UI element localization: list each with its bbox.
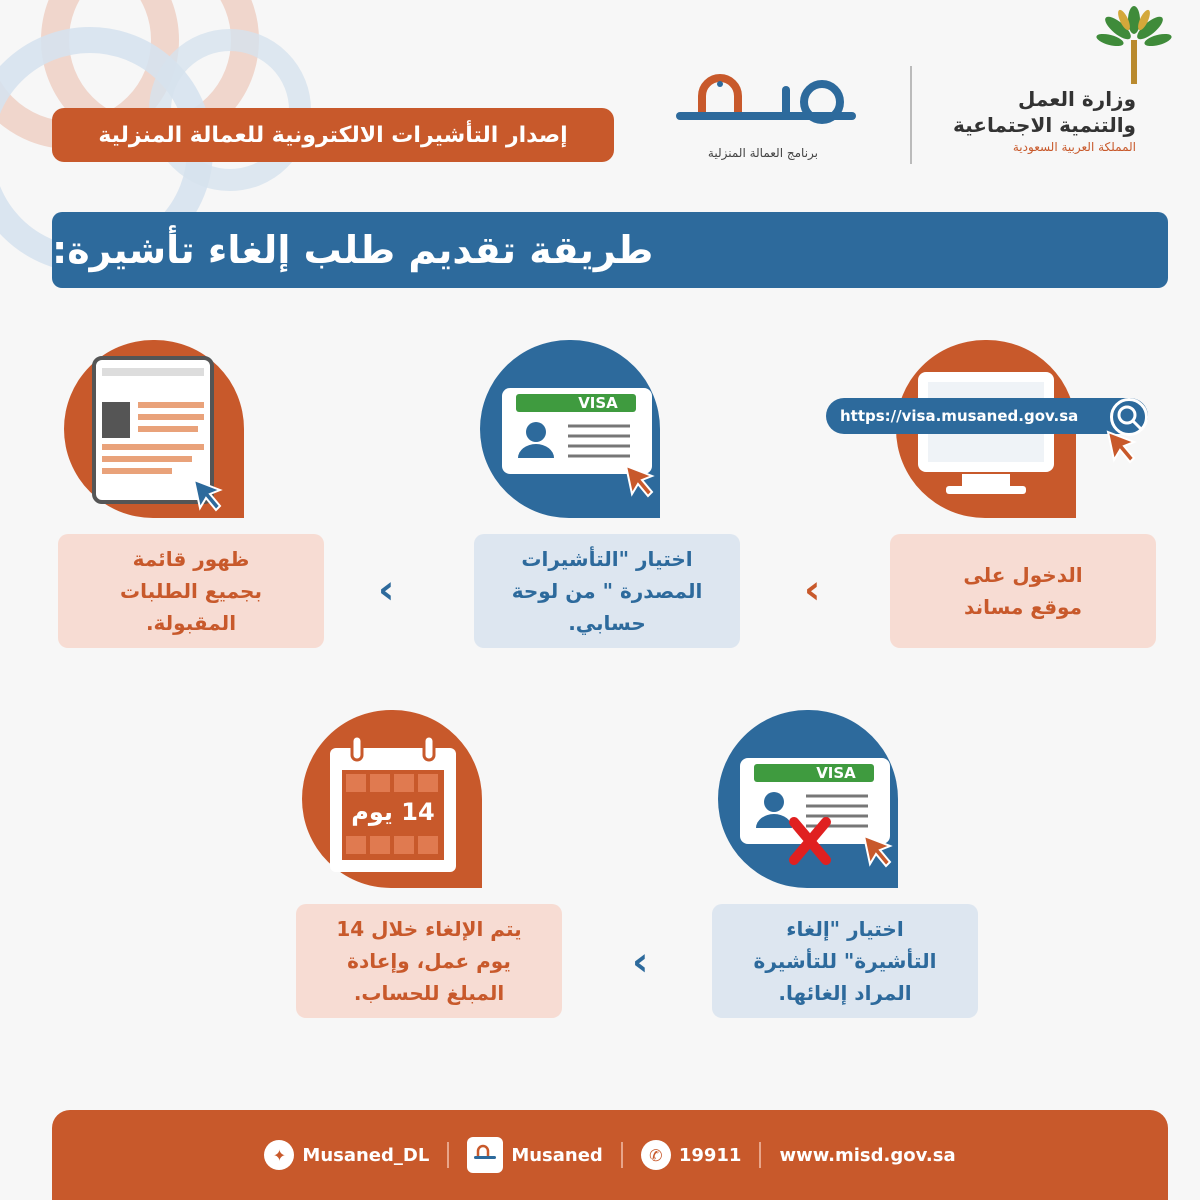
tablet-list-icon — [64, 340, 244, 518]
app-text: Musaned — [511, 1144, 603, 1166]
step3-text — [58, 534, 324, 648]
twitter-icon: ✦ — [264, 1140, 294, 1170]
chevron-left-icon: ‹ — [378, 567, 395, 613]
chevron-left-icon: ‹ — [632, 939, 649, 985]
step5-tile — [302, 710, 482, 888]
musaned-app-icon — [467, 1137, 503, 1173]
step2-line1: اختيار "التأشيرات — [521, 547, 693, 571]
step4-line3: المراد إلغائها. — [778, 981, 912, 1005]
visa-card-icon — [480, 340, 660, 518]
step2-line2: المصدرة " من لوحة — [511, 579, 703, 603]
footer-separator — [447, 1142, 449, 1168]
phone-text: 19911 — [678, 1144, 742, 1166]
logo-subtitle: برنامج العمالة المنزلية — [707, 146, 818, 160]
twitter-handle[interactable] — [264, 1140, 429, 1170]
step4-line2: التأشيرة" للتأشيرة — [753, 949, 937, 973]
step4-text — [712, 904, 978, 1018]
visa-cancel-icon — [718, 710, 898, 888]
step5-line2: يوم عمل، وإعادة — [347, 949, 511, 973]
step3-line1: ظهور قائمة — [132, 547, 250, 571]
step1-line2: موقع مساند — [964, 595, 1082, 619]
step3-tile — [64, 340, 244, 518]
step2-text — [474, 534, 740, 648]
footer-separator — [621, 1142, 623, 1168]
step2-tile — [480, 340, 660, 518]
visa-label: VISA — [816, 764, 856, 782]
url-text: https://visa.musaned.gov.sa — [840, 407, 1079, 425]
step1-line1: الدخول على — [963, 563, 1083, 587]
step3-line3: المقبولة. — [145, 611, 237, 635]
chevron-left-icon: ‹ — [804, 567, 821, 613]
footer-separator — [759, 1142, 761, 1168]
step5-line1: يتم الإلغاء خلال 14 — [336, 917, 522, 941]
phone-number[interactable] — [641, 1140, 742, 1170]
header-divider — [910, 66, 912, 164]
ministry-line2: والتنمية الاجتماعية — [953, 113, 1136, 137]
header-banner: إصدار التأشيرات الالكترونية للعمالة المنزلية — [52, 108, 614, 162]
calendar-text: 14 يوم — [351, 798, 435, 826]
page-title: طريقة تقديم طلب إلغاء تأشيرة: — [52, 212, 1168, 288]
step5-text — [296, 904, 562, 1018]
step2-line3: حسابي. — [568, 611, 646, 635]
footer — [52, 1110, 1168, 1200]
cursor-icon — [1106, 430, 1140, 468]
visa-label: VISA — [578, 394, 618, 412]
step4-line1: اختيار "إلغاء — [786, 917, 904, 941]
website-text: www.misd.gov.sa — [779, 1144, 956, 1166]
step5-line3: المبلغ للحساب. — [353, 981, 505, 1005]
app-link[interactable] — [467, 1137, 603, 1173]
website-link[interactable] — [779, 1145, 955, 1166]
url-bar[interactable] — [826, 398, 1148, 434]
phone-icon: ✆ — [641, 1140, 671, 1170]
twitter-text: Musaned_DL — [302, 1144, 430, 1166]
ministry-line3: المملكة العربية السعودية — [1012, 140, 1136, 154]
musaned-logo — [672, 66, 862, 150]
step3-line2: بجميع الطلبات — [120, 579, 262, 603]
step4-tile — [718, 710, 898, 888]
ministry-emblem-icon — [1092, 6, 1176, 86]
ministry-line1: وزارة العمل — [1018, 87, 1136, 111]
ministry-name — [940, 86, 1136, 154]
step1-text — [890, 534, 1156, 648]
